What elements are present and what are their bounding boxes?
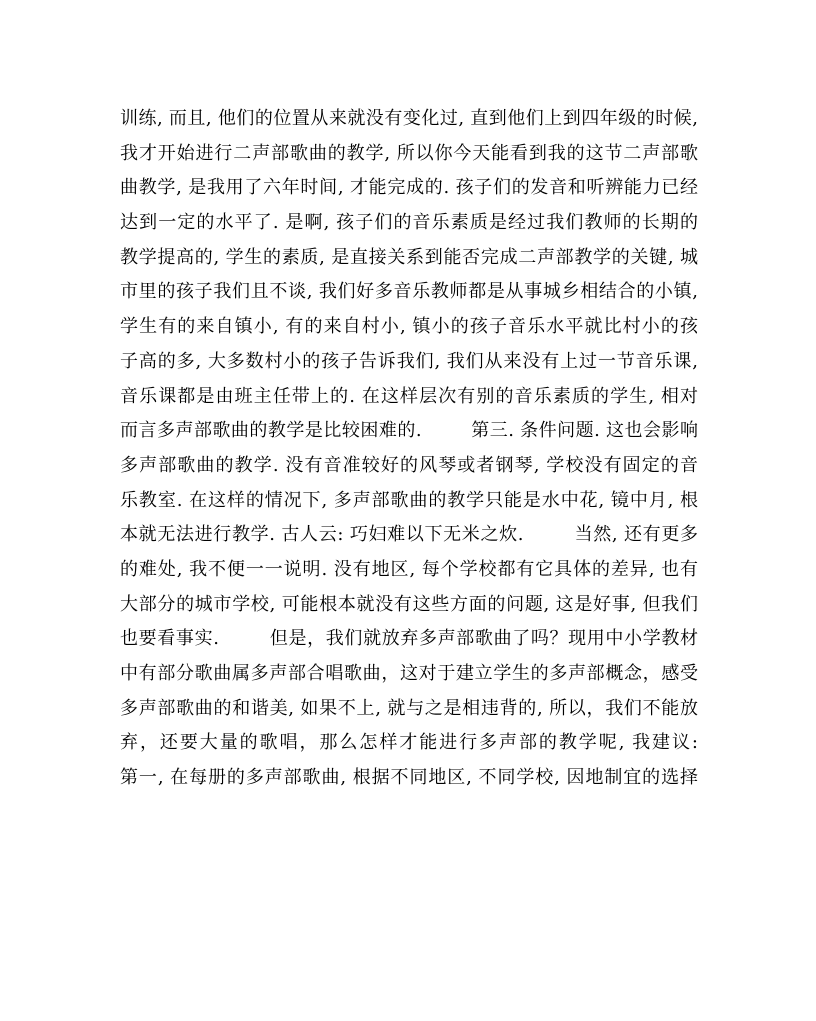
text-line: 曲教学, 是我用了六年时间, 才能完成的. 孩子们的发音和听辨能力已经 [120, 177, 698, 199]
text-line: 弃，还要大量的歌唱，那么怎样才能进行多声部的教学呢, 我建议: [120, 732, 698, 754]
text-line: 达到一定的水平了. 是啊, 孩子们的音乐素质是经过我们教师的长期的 [120, 212, 698, 234]
text-line: 我才开始进行二声部歌曲的教学, 所以你今天能看到我的这节二声部歌 [120, 142, 698, 164]
text-line: 中有部分歌曲属多声部合唱歌曲，这对于建立学生的多声部概念，感受 [120, 663, 698, 684]
text-line: 的难处, 我不便一一说明. 没有地区, 每个学校都有它具体的差异, 也有 [120, 558, 698, 580]
text-line: 教学提高的, 学生的素质, 是直接关系到能否完成二声部教学的关键, 城 [120, 246, 698, 268]
text-line: 音乐课都是由班主任带上的. 在这样层次有别的音乐素质的学生, 相对 [120, 385, 698, 407]
text-line: 子高的多, 大多数村小的孩子告诉我们, 我们从来没有上过一节音乐课, [120, 350, 698, 372]
text-line: 本就无法进行教学. 古人云: 巧妇难以下无米之炊. 当然, 还有更多 [120, 524, 698, 546]
text-line: 市里的孩子我们且不谈, 我们好多音乐教师都是从事城乡相结合的小镇, [120, 281, 698, 303]
text-line: 多声部歌曲的和谐美, 如果不上, 就与之是相违背的, 所以，我们不能放 [120, 697, 698, 719]
text-line: 多声部歌曲的教学. 没有音准较好的风琴或者钢琴, 学校没有固定的音 [120, 454, 698, 476]
text-line: 而言多声部歌曲的教学是比较困难的. 第三. 条件问题. 这也会影响 [120, 420, 698, 442]
text-line: 训练, 而且, 他们的位置从来就没有变化过, 直到他们上到四年级的时候, [120, 108, 698, 129]
body-text [120, 102, 698, 796]
text-line: 第一, 在每册的多声部歌曲, 根据不同地区, 不同学校, 因地制宜的选择 [120, 767, 698, 789]
text-line: 大部分的城市学校, 可能根本就没有这些方面的问题, 这是好事, 但我们 [120, 593, 698, 615]
text-line: 也要看事实. 但是，我们就放弃多声部歌曲了吗？现用中小学教材 [120, 628, 698, 650]
text-line: 学生有的来自镇小, 有的来自村小, 镇小的孩子音乐水平就比村小的孩 [120, 316, 698, 338]
text-line: 乐教室. 在这样的情况下, 多声部歌曲的教学只能是水中花, 镜中月, 根 [120, 489, 698, 511]
